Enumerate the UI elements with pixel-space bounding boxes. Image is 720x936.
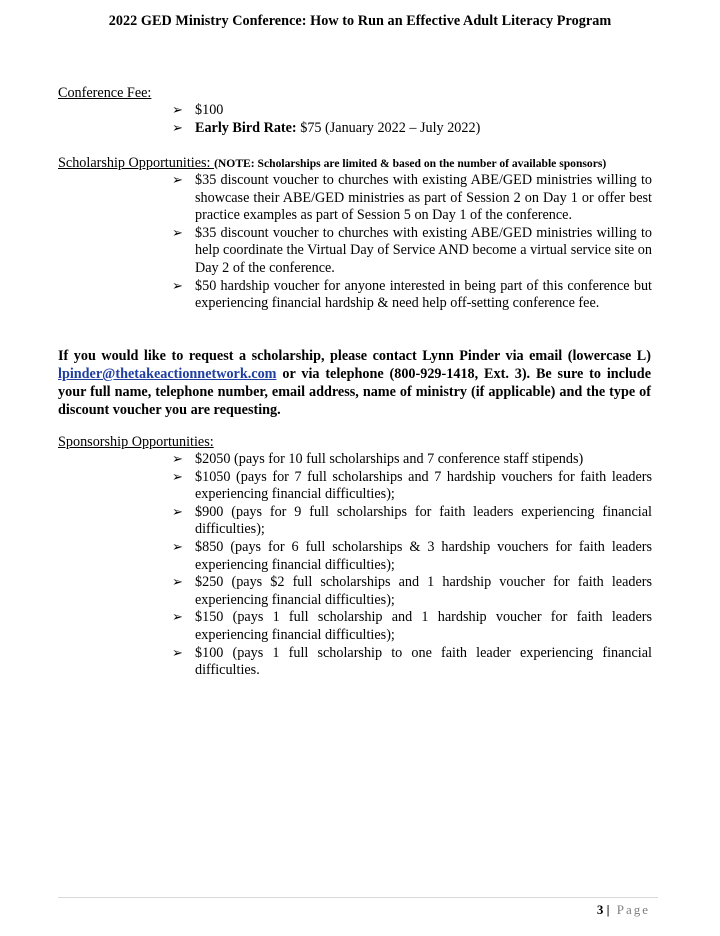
conference-fee-list bbox=[172, 102, 652, 137]
fee-item-text: $100 bbox=[195, 102, 224, 118]
list-item-text: $35 discount voucher to churches with existing ABE/GED ministries willing to showcase their ABE/GED ministries as part of Session 2 on Day 1 or offer best practice examples as part of Session 5 on Day 1 of the conference. bbox=[195, 172, 652, 224]
arrow-bullet-icon: ➢ bbox=[172, 645, 183, 661]
sponsorship-heading: Sponsorship Opportunities: bbox=[58, 434, 214, 450]
arrow-bullet-icon: ➢ bbox=[172, 225, 183, 241]
page-title: 2022 GED Ministry Conference: How to Run an Effective Adult Literacy Program bbox=[108, 13, 612, 29]
list-item-text: $2050 (pays for 10 full scholarships and 7 conference staff stipends) bbox=[195, 451, 584, 467]
scholarship-heading bbox=[58, 155, 606, 172]
early-bird-label: Early Bird Rate: bbox=[195, 119, 297, 136]
list-item-text: $250 (pays $2 full scholarships and 1 hardship voucher for faith leaders experiencing financial difficulties); bbox=[195, 574, 652, 608]
list-item-text: $100 (pays 1 full scholarship to one faith leader experiencing financial difficulties. bbox=[195, 644, 652, 679]
arrow-bullet-icon: ➢ bbox=[172, 120, 183, 136]
scholarship-note: (NOTE: Scholarships are limited & based on the number of available sponsors) bbox=[214, 157, 607, 170]
arrow-bullet-icon: ➢ bbox=[172, 278, 183, 294]
arrow-bullet-icon: ➢ bbox=[172, 504, 183, 520]
request-text-before: If you would like to request a scholarship, please contact Lynn Pinder via email (lowercase L) bbox=[58, 348, 651, 364]
list-item bbox=[172, 609, 652, 644]
list-item bbox=[172, 539, 652, 574]
arrow-bullet-icon: ➢ bbox=[172, 575, 183, 591]
page-label: Page bbox=[616, 902, 650, 917]
list-item bbox=[172, 172, 652, 225]
sponsorship-list bbox=[172, 451, 652, 680]
list-item bbox=[172, 451, 652, 469]
list-item bbox=[172, 278, 652, 313]
arrow-bullet-icon: ➢ bbox=[172, 452, 183, 467]
conference-fee-heading: Conference Fee: bbox=[58, 85, 152, 101]
fee-item-text: $75 (January 2022 – July 2022) bbox=[296, 119, 481, 136]
list-item-text: $850 (pays for 6 full scholarships & 3 hardship vouchers for faith leaders experiencing financial difficulties); bbox=[195, 538, 652, 573]
footer-divider bbox=[58, 897, 658, 898]
fee-item bbox=[172, 120, 652, 138]
list-item-text: $50 hardship voucher for anyone interested in being part of this conference but experiencing financial hardship & need help off-setting conference fee. bbox=[195, 277, 652, 312]
arrow-bullet-icon: ➢ bbox=[172, 469, 183, 485]
list-item bbox=[172, 574, 652, 609]
contact-email-link[interactable]: lpinder@thetakeactionnetwork.com bbox=[58, 366, 277, 382]
arrow-bullet-icon: ➢ bbox=[172, 103, 183, 118]
arrow-bullet-icon: ➢ bbox=[172, 173, 183, 188]
footer-separator: | bbox=[606, 902, 610, 917]
list-item bbox=[172, 469, 652, 504]
list-item bbox=[172, 504, 652, 539]
scholarship-request-paragraph bbox=[58, 347, 651, 419]
scholarship-list bbox=[172, 172, 652, 313]
fee-item bbox=[172, 102, 652, 120]
request-text-after: or via telephone (800-929-1418, Ext. 3). Be sure to include your full name, telephone number, email address, name of ministry (if applicable) and the type of discount voucher you are requesting. bbox=[58, 366, 651, 418]
list-item bbox=[172, 225, 652, 278]
scholarship-heading-text: Scholarship Opportunities: bbox=[58, 155, 211, 171]
list-item-text: $150 (pays 1 full scholarship and 1 hardship voucher for faith leaders experiencing financial difficulties); bbox=[195, 609, 652, 643]
list-item-text: $35 discount voucher to churches with existing ABE/GED ministries willing to help coordinate the Virtual Day of Service AND become a virtual service site on Day 2 of the conference. bbox=[195, 224, 652, 276]
arrow-bullet-icon: ➢ bbox=[172, 610, 183, 626]
list-item-text: $900 (pays for 9 full scholarships for faith leaders experiencing financial difficulties); bbox=[195, 503, 652, 538]
page-number: 3 bbox=[596, 902, 604, 917]
list-item-text: $1050 (pays for 7 full scholarships and 7 hardship vouchers for faith leaders experiencing financial difficulties); bbox=[195, 468, 652, 503]
arrow-bullet-icon: ➢ bbox=[172, 539, 183, 555]
page-footer bbox=[597, 902, 650, 918]
list-item bbox=[172, 645, 652, 680]
